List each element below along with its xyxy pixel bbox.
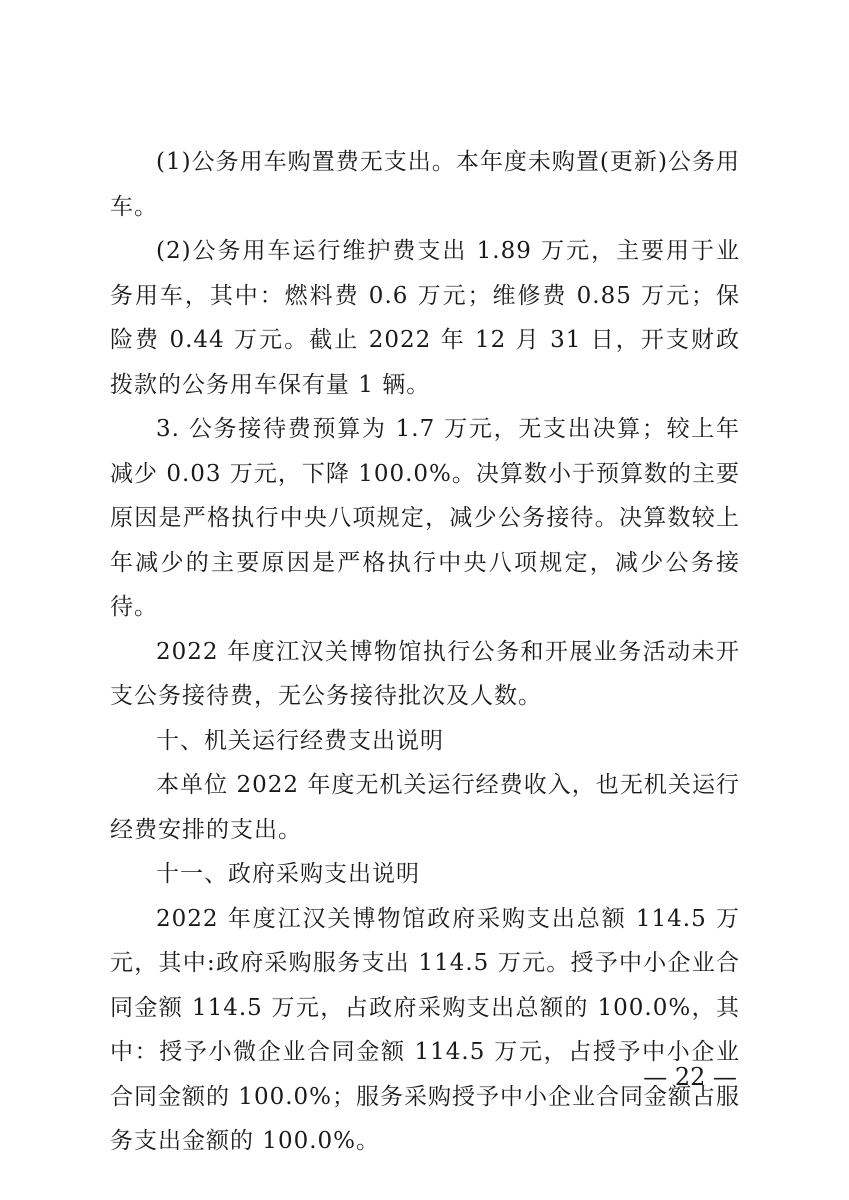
section-heading-operating-expenses: 十、机关运行经费支出说明 (156, 727, 444, 754)
paragraph-operating-expenses: 本单位 2022 年度无机关运行经费收入，也无机关运行经费安排的支出。 (110, 772, 740, 843)
paragraph-reception-budget: 3. 公务接待费预算为 1.7 万元，无支出决算；较上年减少 0.03 万元，下降 100.0%。决算数小于预算数的主要原因是严格执行中央八项规定，减少公务接待。决算数较上年减少的主要原因是严格执行中央八项规定，减少公务接待。 (110, 416, 740, 620)
page-number (0, 1062, 849, 1092)
page-number-text: — 22 — (643, 1063, 737, 1091)
paragraph-vehicle-maintenance: (2)公务用车运行维护费支出 1.89 万元，主要用于业务用车，其中：燃料费 0.6 万元；维修费 0.85 万元；保险费 0.44 万元。截止 2022 年 12 月 31 日，开支财政拨款的公务用车保有量 1 辆。 (110, 238, 740, 398)
paragraph-reception-summary: 2022 年度江汉关博物馆执行公务和开展业务活动未开支公务接待费，无公务接待批次及人数。 (110, 638, 740, 709)
document-body (110, 140, 740, 1164)
paragraph-vehicle-purchase: (1)公务用车购置费无支出。本年度未购置(更新)公务用车。 (110, 149, 740, 220)
section-heading-procurement: 十一、政府采购支出说明 (156, 861, 420, 887)
paragraph-procurement: 2022 年度江汉关博物馆政府采购支出总额 114.5 万元，其中:政府采购服务支出 114.5 万元。授予中小企业合同金额 114.5 万元，占政府采购支出总额的 100.0%，其中：授予小微企业合同金额 114.5 万元，占授予中小企业合同金额的 100.0%；服务采购授予中小企业合同金额占服务支出金额的 100.0%。 (110, 905, 741, 1154)
